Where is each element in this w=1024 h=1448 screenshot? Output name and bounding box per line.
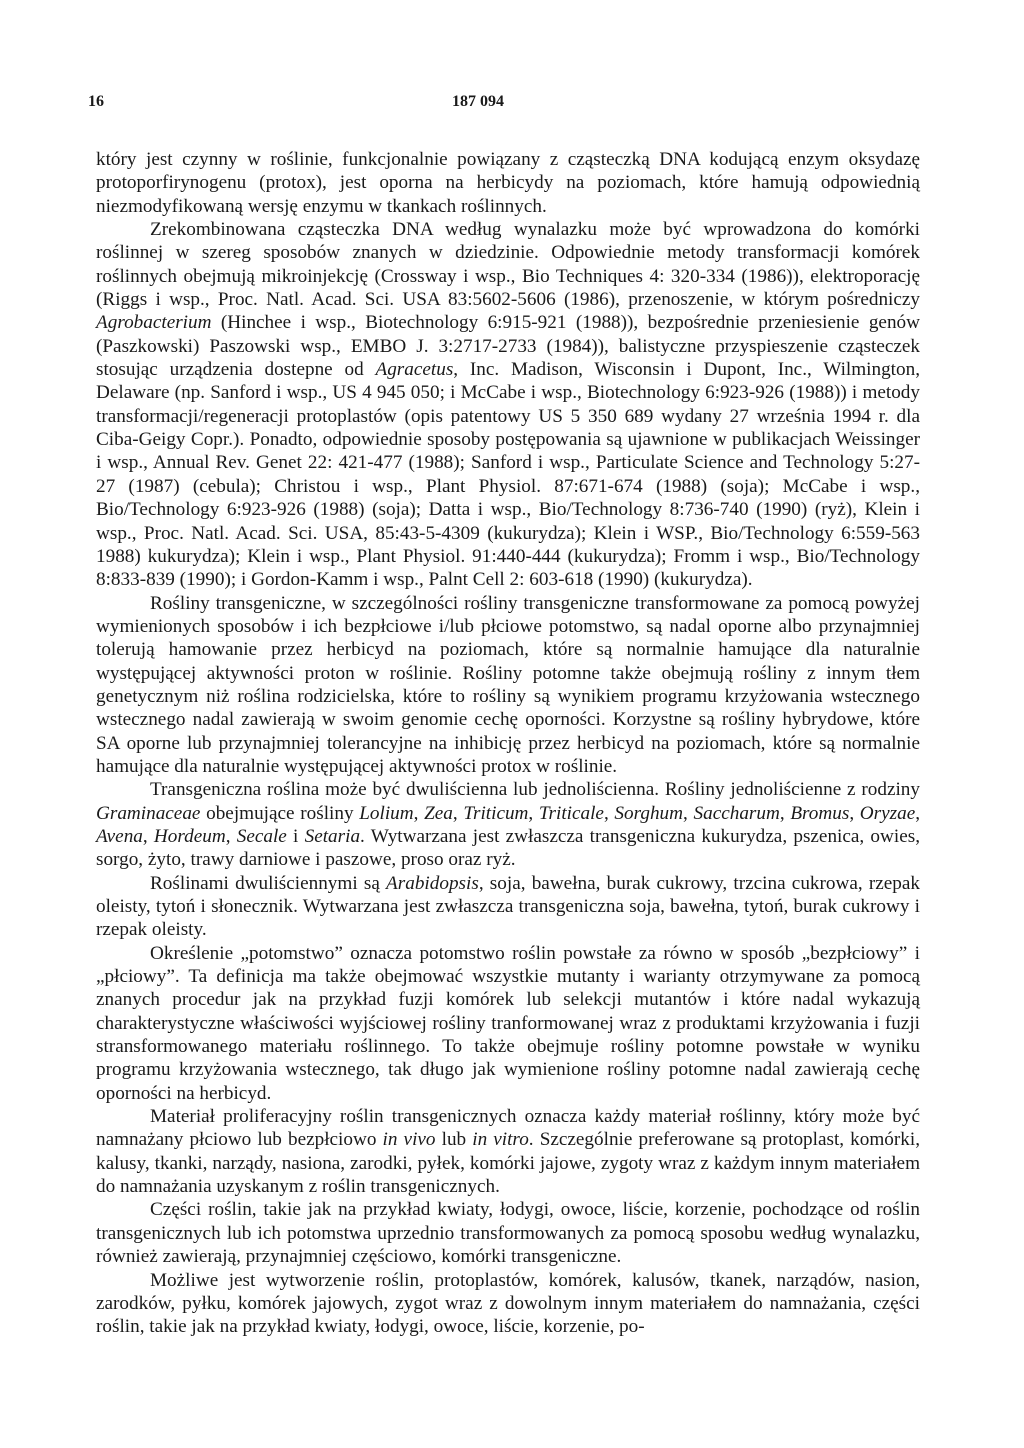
text-run: , (142, 825, 154, 847)
text-run: . Wytwarzana jest zwłaszcza transgeniczna kukurydza, pszenica, owies, sorgo, żyto, trawy darniowe i paszowe, proso oraz ryż. (96, 825, 920, 871)
text-run: , (452, 802, 464, 824)
text-run: obejmujące rośliny (200, 802, 360, 824)
italic-term: Triticum (463, 802, 529, 824)
italic-term: Secale (236, 825, 287, 847)
text-run: Transgeniczna roślina może być dwuliścienna lub jednoliścienna. Rośliny jednoliścienne z rodziny (150, 779, 920, 801)
paragraph (96, 1198, 920, 1268)
text-run: lub (435, 1129, 473, 1151)
text-run: , (915, 802, 921, 824)
text-run: Określenie „potomstwo” oznacza potomstwo roślin powstałe za równo w sposób „bezpłciowy” i „płciowy”. Ta definicja ma także obejmować wszystkie mutanty i warianty otrzymywane za pomocą znanych procedur jak na przykład fuzji komórek lub selekcji mutantów i które nadal wykazują charakterystyczne właściwości wyjściowej rośliny tranformowanej wraz z produktami krzyżowania i fuzji stransformowanego materiału roślinnego. To także obejmuje rośliny potomne powstałe w wyniku programu krzyżowania wstecznego, tak długo jak wymienione rośliny potomne nadal zawierają cechę oporności na herbicyd. (96, 942, 920, 1104)
text-run: Rośliny transgeniczne, w szczególności rośliny transgeniczne transformowane za pomocą powyżej wymienionych sposobów i ich bezpłciowe i/lub płciowe potomstwo, są nadal oporne albo przynajmniej tolerują hamowanie przez herbicyd na poziomach, które są normalnie hamujące dla naturalnie występującej aktywności proton w roślinie. Rośliny potomne także obejmują rośliny z innym tłem genetycznym niż roślina rodzicielska, które to rośliny są wynikiem programu krzyżowania wstecznego wstecznego nadal zawierają w swoim genomie cechę oporności. Korzystne są rośliny hybrydowe, które SA oporne lub przynajmniej tolerancyjne na inhibicję przez herbicyd na poziomach, które są normalnie hamujące dla naturalnie występującej aktywności protox w roślinie. (96, 592, 920, 777)
paragraph (96, 1105, 920, 1198)
italic-term: Hordeum (153, 825, 226, 847)
page-number: 16 (88, 93, 104, 110)
italic-term: in vivo (382, 1129, 436, 1151)
patent-number: 187 094 (452, 93, 504, 110)
text-run: Materiał proliferacyjny roślin transgenicznych oznacza każdy materiał roślinny, który może być namnażany płciowo lub bezpłciowo (96, 1106, 920, 1151)
text-run: , (779, 802, 791, 824)
text-run: Części roślin, takie jak na przykład kwiaty, łodygi, owoce, liście, korzenie, pochodzące od roślin transgenicznych lub ich potomstwa uprzednio transformowanych za pomocą sposobu według wynalazku, również zawierają, przynajmniej częściowo, komórki transgeniczne. (96, 1199, 920, 1268)
text-run: , (225, 825, 237, 847)
italic-term: Agrobacterium (96, 312, 212, 334)
text-run: Zrekombinowana cząsteczka DNA według wynalazku może być wprowadzona do komórki roślinnej w szereg sposobów znanych w dziedzinie. Odpowiednie metody transformacji komórek roślinnych obejmują mikroinjekcję (Crossway i wsp., Bio Techniques 4: 320-334 (1986)), elektroporację (Riggs i wsp., Proc. Natl. Acad. Sci. USA 83:5602-5606 (1986), przenoszenie, w którym pośredniczy (96, 219, 920, 311)
body-text (96, 148, 920, 1339)
paragraph (96, 148, 920, 218)
paragraph (96, 942, 920, 1105)
paragraph (96, 778, 920, 871)
italic-term: Bromus (790, 802, 850, 824)
italic-term: Triticale (538, 802, 604, 824)
text-run: Możliwe jest wytworzenie roślin, protoplastów, komórek, kalusów, tkanek, narządów, nasion, zarodków, pyłku, komórek jajowych, zygot wraz z dowolnym innym materiałem do namnażania, części roślin, takie jak na przykład kwiaty, łodygi, owoce, liście, korzenie, po- (96, 1269, 920, 1338)
italic-term: Saccharum (693, 802, 780, 824)
text-run: który jest czynny w roślinie, funkcjonalnie powiązany z cząsteczką DNA kodującą enzym oksydazę protoporfirynogenu (protox), jest oporna na herbicydy na poziomach, które hamują odpowiednią niezmodyfikowaną wersję enzymu w tkankach roślinnych. (96, 149, 920, 217)
italic-term: Sorghum (614, 802, 684, 824)
italic-term: Setaria (304, 825, 361, 847)
text-run: , (603, 802, 615, 824)
paragraph (96, 592, 920, 779)
text-run: , (413, 802, 425, 824)
italic-term: Arabidopsis (386, 872, 479, 894)
text-run: , Inc. Madison, Wisconsin i Dupont, Inc., Wilmington, Delaware (np. Sanford i wsp., US 4 945 050; i McCabe i wsp., Biotechnology 6:923-926 (1988)) i metody transformacji/regeneracji protoplastów (opis patentowy US 5 350 689 wydany 27 września 1994 r. dla Ciba-Geigy Copr.). Ponadto, odpowiednie sposoby postępowania są ujawnione w publikacjach Weissinger i wsp., Annual Rev. Genet 22: 421-477 (1988); Sanford i wsp., Particulate Science and Technology 5:27-27 (1987) (cebula); Christou i wsp., Plant Physiol. 87:671-674 (1988) (soja); McCabe i wsp., Bio/Technology 6:923-926 (1988) (soja); Datta i wsp., Bio/Technology 8:736-740 (1990) (ryż), Klein i wsp., Proc. Natl. Acad. Sci. USA, 85:43-5-4309 (kukurydza); Klein i WSP., Bio/Technology 6:559-563 1988) kukurydza); Klein i wsp., Plant Physiol. 91:440-444 (kukurydza); Fromm i wsp., Bio/Technology 8:833-839 (1990); i Gordon-Kamm i wsp., Palnt Cell 2: 603-618 (1990) (kukurydza). (96, 359, 920, 591)
italic-term: Avena (96, 825, 143, 847)
text-run: i (286, 825, 305, 847)
text-run: Roślinami dwuliściennymi są (150, 872, 387, 894)
text-run: , (683, 802, 694, 824)
italic-term: Oryzae (859, 802, 916, 824)
text-run: , (849, 802, 860, 824)
text-run: . Szczególnie preferowane są protoplast, komórki, kalusy, tkanki, narządy, nasiona, zarodki, pyłek, komórki jajowe, zygoty wraz z każdym innym materiałem do namnażania uzyskanym z roślin transgenicznych. (96, 1129, 920, 1198)
text-run: , (528, 802, 539, 824)
italic-term: Lolium (359, 802, 414, 824)
paragraph (96, 1269, 920, 1339)
paragraph (96, 872, 920, 942)
paragraph (96, 218, 920, 592)
italic-term: Zea (424, 802, 453, 824)
page-header (88, 93, 888, 117)
italic-term: in vitro (472, 1129, 529, 1151)
text-run: , soja, bawełna, burak cukrowy, trzcina cukrowa, rzepak oleisty, tytoń i słonecznik. Wytwarzana jest zwłaszcza transgeniczna soja, bawełna, tytoń, burak cukrowy i rzepak oleisty. (96, 872, 920, 941)
text-run: (Hinchee i wsp., Biotechnology 6:915-921 (1988)), bezpośrednie przeniesienie genów (Paszkowski) Paszowski wsp., EMBO J. 3:2717-2733 (1984)), balistyczne przyspieszenie cząsteczek stosując urządzenia dostepne od (96, 312, 920, 381)
italic-term: Agracetus (375, 359, 454, 381)
italic-term: Graminaceae (96, 802, 201, 824)
